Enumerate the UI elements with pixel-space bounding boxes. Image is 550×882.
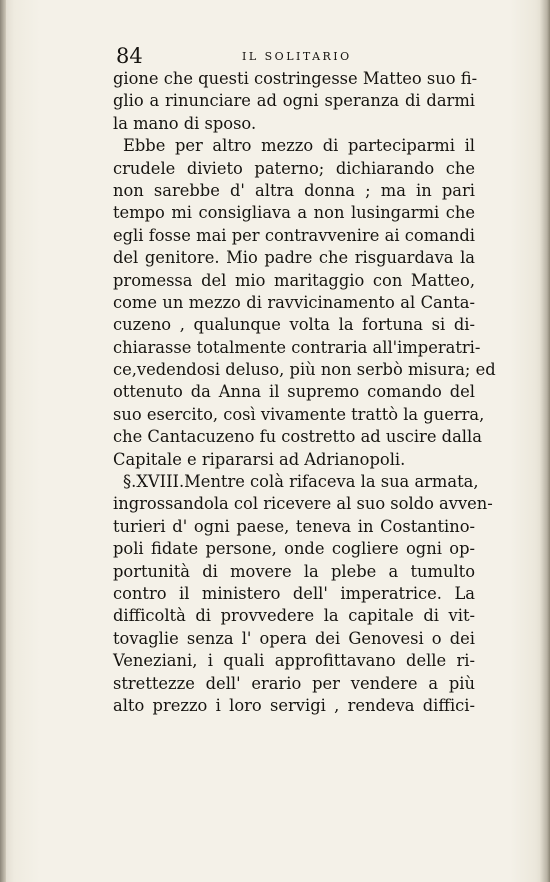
text-line: suo esercito, così vivamente trattò la guerra, — [113, 404, 485, 424]
text-line: contro il ministero dell' imperatrice. La — [113, 583, 475, 603]
body-text — [113, 68, 496, 717]
text-line: Veneziani, i quali approfittavano delle ri- — [113, 651, 475, 671]
text-line: poli fidate persone, onde cogliere ogni op- — [113, 539, 475, 559]
text-line: del genitore. Mio padre che risguardava la — [113, 248, 475, 268]
text-line: promessa del mio maritaggio con Matteo, — [113, 270, 475, 290]
text-line: portunità di movere la plebe a tumulto — [113, 561, 475, 581]
text-line: ce,vedendosi deluso, più non serbò misura; ed — [113, 360, 496, 380]
running-title: IL SOLITARIO — [242, 50, 352, 63]
text-line: ingrossandola col ricevere al suo soldo avven- — [113, 494, 493, 514]
page-right-edge — [540, 0, 550, 882]
text-line: Capitale e ripararsi ad Adrianopoli. — [113, 449, 406, 469]
text-line: crudele divieto paterno; dichiarando che — [113, 158, 475, 178]
text-line: egli fosse mai per contravvenire ai comandi — [113, 225, 475, 245]
text-line: ottenuto da Anna il supremo comando del — [113, 382, 475, 402]
page-number: 84 — [116, 44, 143, 68]
text-line: tovaglie senza l' opera dei Genovesi o dei — [113, 628, 475, 648]
page-left-edge — [0, 0, 6, 882]
text-line: la mano di sposo. — [113, 113, 257, 133]
text-line: non sarebbe d' altra donna ; ma in pari — [113, 180, 475, 200]
text-line: chiarasse totalmente contraria all'imperatri- — [113, 337, 481, 357]
text-line: tempo mi consigliava a non lusingarmi che — [113, 203, 475, 223]
text-line: Ebbe per altro mezzo di parteciparmi il — [123, 136, 475, 156]
text-line: che Cantacuzeno fu costretto ad uscire dalla — [113, 427, 482, 447]
text-line: alto prezzo i loro servigi , rendeva diffici- — [113, 695, 475, 715]
text-line: strettezze dell' erario per vendere a più — [113, 673, 475, 693]
text-line: gione che questi costringesse Matteo suo fi- — [113, 69, 478, 88]
text-line: §.XVIII.Mentre colà rifaceva la sua armata, — [123, 472, 479, 492]
text-line: turieri d' ogni paese, teneva in Costantino- — [113, 516, 475, 536]
text-line: come un mezzo di ravvicinamento al Canta- — [113, 292, 475, 312]
text-line: difficoltà di provvedere la capitale di vit- — [113, 606, 475, 626]
page-header — [116, 44, 472, 68]
text-line: cuzeno , qualunque volta la fortuna si di- — [113, 315, 475, 335]
text-line: glio a rinunciare ad ogni speranza di darmi — [113, 91, 475, 111]
